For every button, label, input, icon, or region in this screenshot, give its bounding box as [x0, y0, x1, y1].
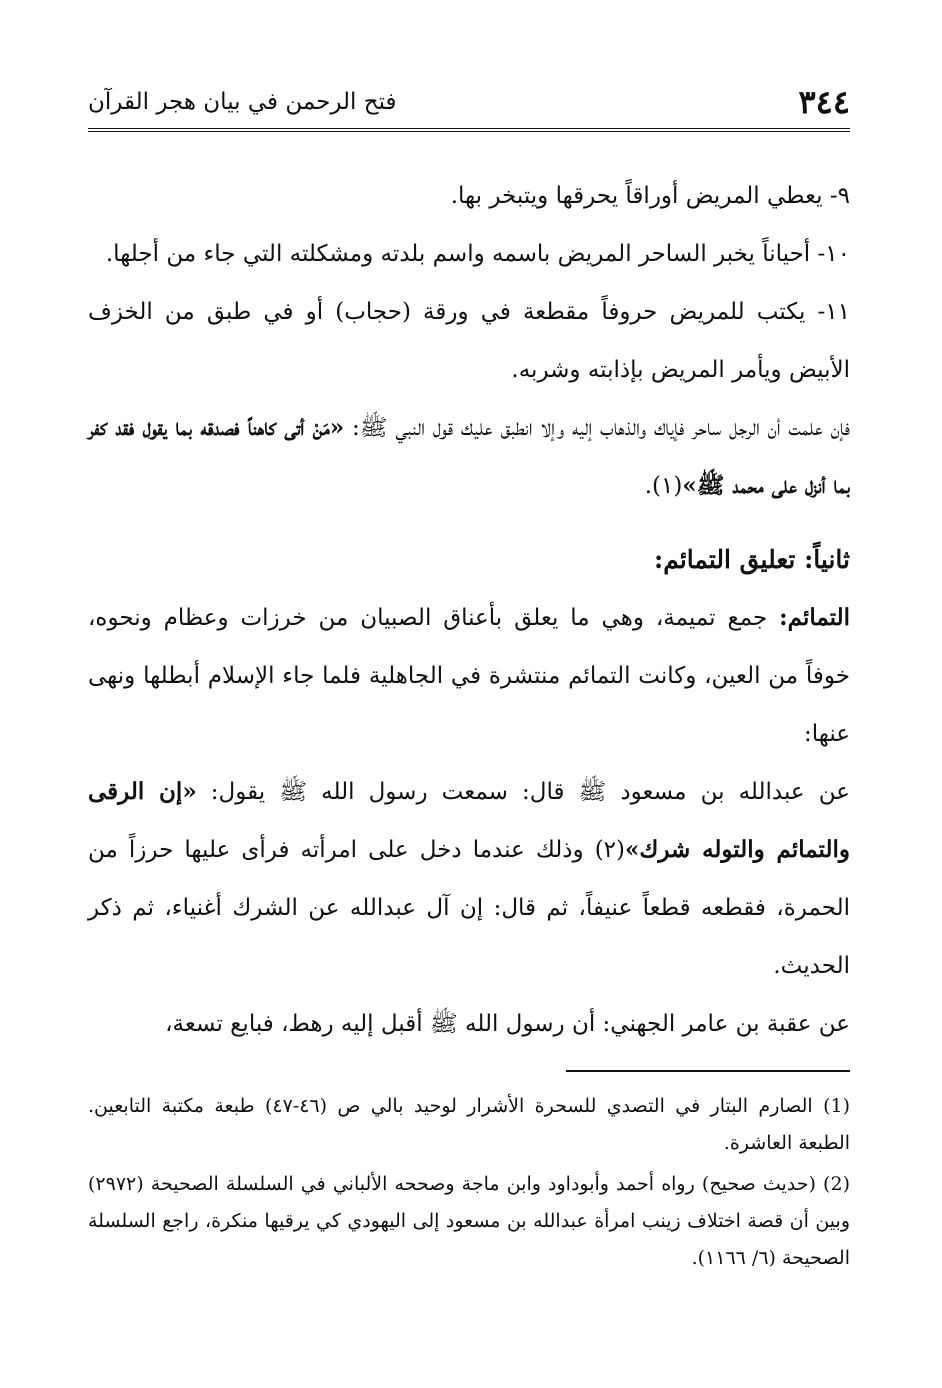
header-divider	[88, 128, 850, 132]
footnote-ref-1: (١).	[644, 473, 683, 499]
main-text	[88, 167, 850, 1053]
footnote-ref-2: (٢)	[594, 837, 626, 863]
warning-paragraph	[88, 399, 850, 515]
footnotes	[88, 1088, 850, 1281]
defined-term: التمائم:	[779, 604, 850, 631]
narration-intro: عن عبدالله بن مسعود ﷺ قال: سمعت رسول الله ﷺ يقول:	[196, 779, 850, 805]
section-heading: ثانياً: تعليق التمائم:	[653, 545, 850, 574]
running-title: فتح الرحمن في بيان هجر القرآن	[88, 89, 397, 115]
list-item-9: ٩- يعطي المريض أوراقاً يحرقها ويتبخر بها.	[450, 183, 850, 209]
footnote-2: (2) (حديث صحيح) رواه أحمد وأبوداود وابن ماجة وصححه الألباني في السلسلة الصحيحة (٢٩٧٢) وبين أن قصة اختلاف زينب امرأة عبدالله بن مسعود إلى اليهودي كي يرقيها منكرة، راجع السلسلة الصحيحة (٦/ ١١٦٦).	[88, 1173, 850, 1269]
hadith-quote-2: «إن الرقى والتمائم والتوله شرك»	[88, 778, 850, 863]
warning-intro: فإن علمت أن الرجل ساحر فإياك والذهاب إليه وإلا انطبق عليك قول النبي ﷺ:	[344, 415, 850, 441]
definition-text: جمع تميمة، وهي ما يعلق بأعناق الصبيان من خرزات وعظام ونحوه، خوفاً من العين، وكانت التمائم منتشرة في الجاهلية فلما جاء الإسلام أبطلها ونهى عنها:	[88, 605, 850, 747]
page-header	[88, 82, 850, 122]
uqba-paragraph: عن عقبة بن عامر الجهني: أن رسول الله ﷺ أقبل إليه رهط، فبايع تسعة،	[165, 1011, 850, 1037]
page-number: ٣٤٤	[798, 83, 850, 121]
hadith-quote-1: «مَنْ أتى كاهناً فصدقه بما يقول فقد كفر بما أنزل على محمد ﷺ»	[88, 414, 850, 499]
ibn-masud-paragraph	[88, 763, 850, 995]
footnote-divider	[566, 1070, 850, 1072]
definition-paragraph	[88, 589, 850, 763]
list-item-11: ١١- يكتب للمريض حروفاً مقطعة في ورقة (حجاب) أو في طبق من الخزف الأبيض ويأمر المريض بإذابته وشربه.	[88, 299, 850, 383]
list-item-10: ١٠- أحياناً يخبر الساحر المريض باسمه واسم بلدته ومشكلته التي جاء من أجلها.	[105, 241, 850, 267]
narration-story: وذلك عندما دخل على امرأته فرأى عليها حرزاً من الحمرة، فقطعه قطعاً عنيفاً، ثم قال: إن آل عبدالله عن الشرك أغنياء، ثم ذكر الحديث.	[88, 837, 850, 979]
footnote-1: (1) الصارم البتار في التصدي للسحرة الأشرار لوحيد بالي ص (٤٦-٤٧) طبعة مكتبة التابعين. الطبعة العاشرة.	[88, 1095, 851, 1154]
